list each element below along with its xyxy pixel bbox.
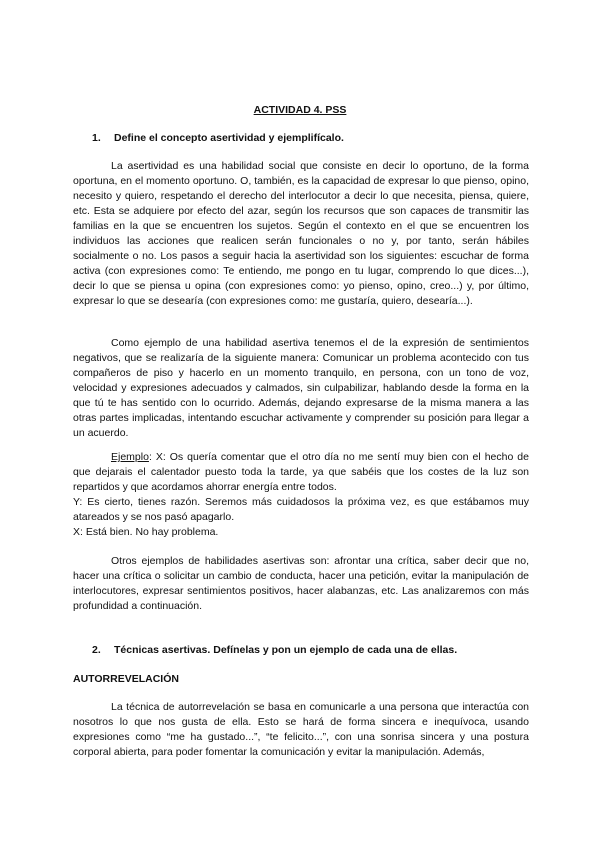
section-1-heading-text: Define el concepto asertividad y ejemplifícalo.	[114, 132, 344, 144]
subheading-autorrevelacion: AUTORREVELACIÓN	[73, 673, 179, 685]
section-2-heading	[92, 643, 532, 658]
section-2-number: 2.	[92, 644, 101, 656]
paragraph-example-intro: Como ejemplo de una habilidad asertiva tenemos el de la expresión de sentimientos negativos, que se realizaría de la siguiente manera: Comunicar un problema acontecido con tus compañeros de piso y hacerlo en un momento tranquilo, en persona, con un tono de voz, velocidad y expresiones adecuados y calmados, sin culpabilizar, hablando desde la forma en la que tú te has sentido con lo ocurrido. Además, dejando expresarse de la misma manera a las otras partes implicadas, intentando escuchar activamente y comprender su posición para llegar a un acuerdo.	[73, 337, 529, 439]
paragraph-other-examples: Otros ejemplos de habilidades asertivas son: afrontar una crítica, saber decir que no, hacer una crítica o solicitar un cambio de conducta, hacer una petición, evitar la manipulación de interlocutores, expresar sentimientos positivos, hacer alabanzas, etc. Las analizaremos con más profundidad a continuación.	[73, 555, 529, 612]
section-1-number: 1.	[92, 132, 101, 144]
section-2-heading-text: Técnicas asertivas. Defínelas y pon un ejemplo de cada una de ellas.	[114, 644, 458, 656]
example-line-x2: X: Está bien. No hay problema.	[73, 526, 219, 538]
example-line-1: : X: Os quería comentar que el otro día no me sentí muy bien con el hecho de que dejarais el calentador puesto toda la tarde, ya que sabéis que los costes de la luz son repartidos y que acordamos ahorrar energía entre todos.	[73, 451, 529, 493]
section-1-heading	[92, 131, 532, 146]
example-label: Ejemplo	[111, 451, 149, 463]
example-line-y: Y: Es cierto, tienes razón. Seremos más cuidadosos la próxima vez, es que estábamos muy atareados y se nos pasó apagarlo.	[73, 496, 529, 523]
paragraph-autorrevelacion: La técnica de autorrevelación se basa en comunicarle a una persona que interactúa con nosotros lo que nos gusta de ella. Esto se hará de forma sincera e inequívoca, usando expresiones como “me ha gustado...”, “te felicito...”, con una sonrisa sincera y una postura corporal abierta, para poder fomentar la comunicación y evitar la manipulación. Además,	[73, 701, 529, 758]
paragraph-definition: La asertividad es una habilidad social que consiste en decir lo oportuno, de la forma oportuna, en el momento oportuno. O, también, es la capacidad de expresar lo que pienso, opino, necesito y quiero, respetando el derecho del interlocutor a decir lo que necesita, piensa, quiere, etc. Esta se adquiere por efecto del azar, según los recursos que son capaces de transmitir las familias en la que se encuentren los sujetos. Según el contexto en el que se encuentren los individuos las acciones que realicen serán funcionales o no y, por tanto, serán hábiles socialmente o no. Los pasos a seguir hacia la asertividad son los siguientes: escuchar de forma activa (con expresiones como: Te entiendo, me pongo en tu lugar, comprendo lo que dices...), decir lo que se piensa u opina (con expresiones como: yo pienso, opino, creo...) y, por último, expresar lo que se desearía (con expresiones como: me gustaría, quiero, desearía...).	[73, 160, 529, 307]
example-line-x1	[73, 450, 529, 495]
document-title: ACTIVIDAD 4. PSS	[253, 104, 347, 116]
example-dialogue	[73, 450, 529, 540]
